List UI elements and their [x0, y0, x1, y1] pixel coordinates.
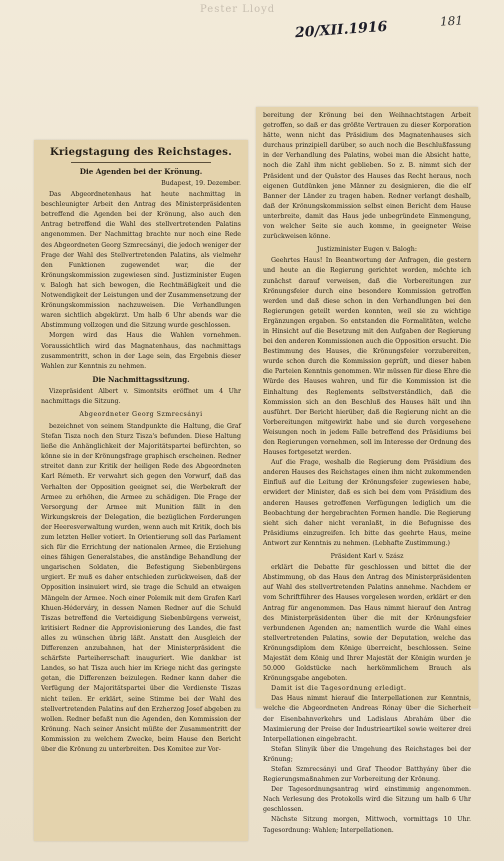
handwritten-date: 20/XII.1916 [294, 18, 388, 42]
article-headline: Kriegstagung des Reichstages. [49, 147, 233, 158]
archive-stamp: Pester Lloyd [200, 4, 276, 15]
paragraph: Der Tagesordnungsantrag wird einstimmig angenommen. Nach Verlesung des Protokolls wird die Sitzung um halb 6 Uhr geschlossen. [263, 786, 471, 814]
section-heading: Die Nachmittagssitzung. [92, 374, 190, 384]
continued-paragraph: bereitung der Krönung bei den Weihnachtstagen Arbeit getroffen, so daß er das größte Vertrauen zu dieser Korporation hätte, wenn nicht das Präsidium des Magnatenhauses sich durchaus prinzipiell darüber, so auch noch die Beschlußfassung in der Verhandlung des Palatins, wobei man die Absicht hatte, noch die Zahl ihm nicht geblieben. So z. B. nimmt sich der Präsident und der Quästor des Hauses das Recht heraus, noch eigenen Gutdünken jene Männer zu designieren, die die elf Banner der Länder zu tragen haben. Redner verlangt deshalb, daß der Krönungskommission selbst einen Bericht dem Hause unterbreite, damit das Haus jede unbegründete Einmengung, von welcher Seite sie auch komme, in geeigneter Weise zurückweisen könne. [263, 112, 471, 241]
paragraph: Morgen wird das Haus die Wahlen vornehmen. Voraussichtlich wird das Magnatenhaus, das nachmittags zusammentritt, schon in der Lage sein, das Ergebnis dieser Wahlen zur Kenntnis zu nehmen. [41, 332, 241, 370]
clipping-right-column [256, 107, 478, 834]
lead-paragraph: Das Abgeordnetenhaus hat heute nachmittag in beschleunigter Arbeit den Antrag des Ministerpräsidenten betreffend die Agenden bei der Krönung, also auch den Antrag betreffend die Wahl des stellvertretenden Palatins angenommen. Der Nachmittag brachte nur noch eine Rede des Abgeordneten Georg Szmrecsányi, die jedoch weniger der Frage der Wahl des Stellvertretenden Palatins, als vielmehr den Funktionen zugewendet war, die der Krönungskommission zugewiesen sind. Justizminister Eugen v. Balogh hat sich bewogen, die Rechtmäßigkeit und die Notwendigkeit der Leistungen und der Zusammensetzung der Krönungskommission nachzuweisen. Die Verhandlungen waren sichtlich abgekürzt. Um halb 6 Uhr abends war die Abstimmung vollzogen und die Sitzung wurde geschlossen. [41, 191, 241, 330]
speaker-heading: Präsident Karl v. Szász [330, 553, 404, 561]
speaker-heading: Justizminister Eugen v. Balogh: [317, 246, 417, 254]
paragraph: Stefan Szmrecsányi und Graf Theodor Batthyány über die Regierungsmaßnahmen zur Vorbereitung der Krönung. [263, 766, 471, 784]
speech-paragraph: Geehrtes Haus! In Beantwortung der Anfragen, die gestern und heute an die Regierung gerichtet worden, möchte ich zunächst darauf verweisen, daß die Vorbereitungen zur Krönungsfeier durch eine besondere Kommission getroffen werden und daß diese schon in den Verhandlungen bei den Regierungen geteilt werden konnten, weil sie zu wichtige Ergänzungen ergaben. So entstanden die Formalitäten, welche in Hinsicht auf die Besetzung mit den Aufgaben der Regierung bei den anderen Kommissionen auch die Opposition ersucht. Die Bestimmung des Hauses, die Krönungsfeier vorzubereiten, wurde schon durch die Kommission geprüft, und dieser haben die Parteien Kenntnis genommen. Wir müssen für diese Ehre die Würde des Hauses wahren, und für die Kommission ist die Einhaltung des Reglements selbstverständlich, daß die Kommission sich an den Beschluß des Hauses hält und ihn ausführt. Der Bericht hierüber, daß die Regierung nicht an die Vorbereitungen mitgewirkt habe und sie durch vorgesehene Weisungen noch in jedem Falle betreffend des Präsidiums bei den Regierungen vornehmen, soll im Interesse der Ordnung des Hauses fortgesetzt werden. [263, 257, 471, 457]
paragraph: Damit ist die Tagesordnung erledigt. [271, 685, 407, 693]
clipping-left-column [34, 140, 248, 841]
paragraph: Vizepräsident Albert v. Simontsits eröffnet um 4 Uhr nachmittags die Sitzung. [41, 387, 241, 405]
speech-paragraph: Auf die Frage, weshalb die Regierung dem Präsidium des anderen Hauses des Reichstages einen ihm nicht zukommenden Einfluß auf die Leitung der Krönungsfeier zugewiesen habe, erwidert der Minister, daß es sich bei dem vom Präsidium des anderen Hauses getroffenen Verfügungen lediglich um die Beobachtung der hergebrachten Formen handle. Die Regierung sieht sich daher nicht veranlaßt, in die Befugnisse des Präsidiums einzugreifen. Ich bitte das geehrte Haus, meine Antwort zur Kenntnis zu nehmen. (Lebhafte Zustimmung.) [263, 459, 471, 547]
article-dateline: Budapest, 19. Dezember. [161, 180, 241, 187]
headline-rule [71, 162, 211, 163]
article-subhead: Die Agenden bei der Krönung. [79, 167, 203, 176]
speech-paragraph: bezeichnet von seinem Standpunkte die Haltung, die Graf Stefan Tisza noch den Sturz Tisza's befunden. Diese Haltung ließe die Anhänglichkeit der Majoritätspartei befürchten, so könne sie in der Krönungsfrage graphisch erscheinen. Redner streitet dann zur Kritik der heiligen Rede des Abgeordneten Karl Rémeth. Er verwahrt sich gegen den Vorwurf, daß das Verhalten der Opposition geeignet sei, die Werbekraft der Armee zu erhöhen, die Armee zu schädigen. Die Frage der Versorgung der Armee mit Munition fällt in den Wirkungskreis der Delegation, die bezüglichen Forderungen der Heeresverwaltung wurden, wenn auch mit Kritik, doch bis zum letzten Heller votiert. In Orientierung soll das Parlament sich für die Errichtung der nationalen Armee, die Erziehung eines fähigen Generalstabes, die anständige Behandlung der ungarischen Soldaten, die Befestigung Siebenbürgens urgiert. Er muß es daher entschieden zurückweisen, daß der Opposition insinuiert wird, sie trage die Schuld an etwaigen Mängeln der Armee. Noch einer Polemik mit dem Grafen Karl Khuen-Héderváry, in dessen Namen Redner auf die Schuld Tiszas betreffend die Verteidigung Siebenbürgens verweist, kritisiert Redner die Approvisionierung des Landes, die fast alles zu wünschen übrig läßt. Anstatt den Ausgleich der Differenzen anzubahnen, hat der Ministerpräsident die schärfste Parteiherrschaft inauguriert. Wie dankbar ist Landes, so hat Tisza auch hier im Kriege nicht das geringste getan, die Differenzen beizulegen. Redner kann daher die Verfügung der Majoritätspartei über die Verdienste Tiszas nicht teilen. Er erklärt, seine Stimme bei der Wahl des stellvertretenden Palatins auf den Erzherzog Josef abgeben zu wollen. Redner befaßt nun die Agenden, den Kommission der Krönung. Nach seiner Ansicht müßte der Zusammentritt der Kommission zu welchem Zwecke, beim Hause den Bericht über die Krönung zu unterbreiten. Des Komitee zur Vor- [41, 422, 241, 753]
paragraph: erklärt die Debatte für geschlossen und bittet die der Abstimmung, ob das Haus den Antrag des Ministerpräsidenten auf Wahl des stellvertretenden Palatins annehme. Nachdem er vom Schriftführer des Hauses vorgelesen worden, erklärt er den Antrag für angenommen. Das Haus nimmt hierauf den Antrag des Ministerpräsidenten über die mit der Krönungsfeier verbundenen Agenden an; namentlich wurde die Wahl eines stellvertretenden Palatins, sowie der Deputation, welche das Krönungsdiplom dem Könige überreicht, beschlossen. Seine Majestät dem König und Ihrer Majestät der Königin wurden je 50.000 Goldstücke nach herkömmlichem Brauch als Krönungsgabe angeboten. [263, 564, 471, 683]
paragraph: Stefan Slinyik über die Umgehung des Reichstages bei der Krönung; [263, 745, 471, 763]
speaker-heading: Abgeordneter Georg Szmrecsányi [79, 410, 203, 418]
paragraph: Nächste Sitzung morgen, Mittwoch, vormittags 10 Uhr. Tagesordnung: Wahlen; Interpellationen. [263, 816, 471, 834]
paragraph: Das Haus nimmt hierauf die Interpellationen zur Kenntnis, welche die Abgeordneten Andreas Rónay über die Sicherheit der Eisenbahnverkehrs und Ladislaus Abrahám über die Maximierung der Preise der Industrieartikel sowie weiterer drei Interpellationen eingebracht. [263, 695, 471, 743]
handwritten-folio: 181 [439, 13, 464, 29]
